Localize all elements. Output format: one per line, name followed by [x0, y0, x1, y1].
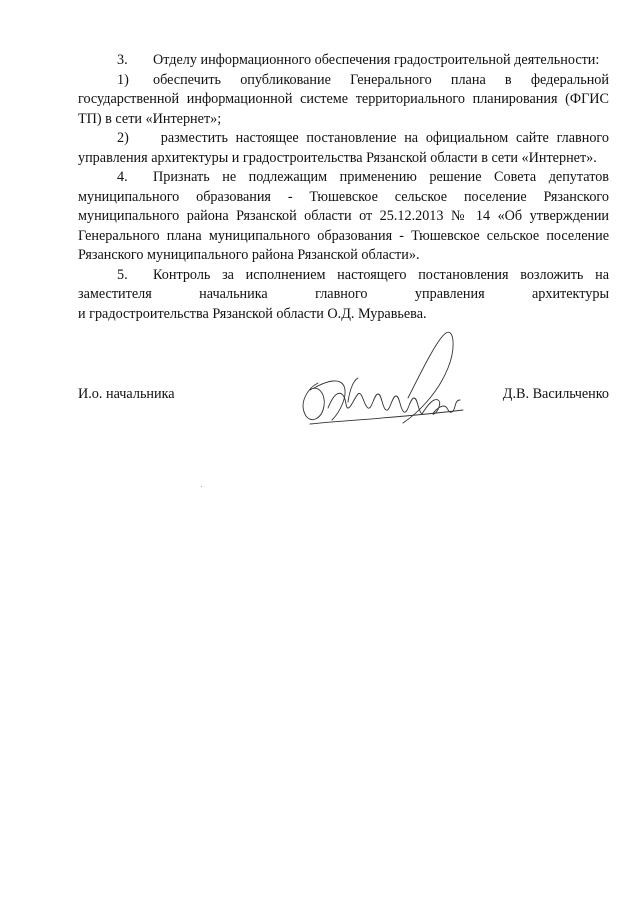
- signer-position: И.о. начальника: [78, 386, 175, 402]
- paragraph-number: 2): [117, 130, 129, 146]
- handwritten-signature: [288, 328, 473, 433]
- paragraph-3: [78, 51, 609, 71]
- paragraph-text: Признать не подлежащим применению решение Совета депутатов муниципального образования - Тюшевское сельское поселение Рязанского муниципального района Рязанской области от 25.12.2013 № 14 «Об утверждении Генерального плана муниципального образования - Тюшевское сельское поселение Рязанского муниципального района Рязанской области».: [78, 169, 609, 263]
- paragraph-text: Контроль за исполнением настоящего постановления возложить на заместителя начальника главного управления архитектуры: [78, 266, 609, 302]
- document-body: [78, 51, 609, 324]
- scan-speck: [201, 486, 202, 487]
- paragraph-3-2: [78, 129, 609, 168]
- paragraph-number: 5.: [117, 266, 128, 283]
- paragraph-text: и градостроительства Рязанской области О.Д. Муравьева.: [78, 305, 427, 322]
- paragraph-number: 3.: [117, 52, 128, 68]
- paragraph-3-1: [78, 71, 609, 130]
- paragraph-5-last-line: [78, 305, 609, 325]
- paragraph-number: 4.: [117, 169, 128, 185]
- paragraph-number: 1): [117, 71, 129, 88]
- paragraph-text: Отделу информационного обеспечения градостроительной деятельности:: [153, 52, 600, 68]
- paragraph-5: [78, 266, 609, 305]
- signer-name: Д.В. Васильченко: [502, 386, 609, 402]
- paragraph-text: разместить настоящее постановление на официальном сайте главного управления архитектуры и градостроительства Рязанской области в сети «Интернет».: [78, 130, 609, 166]
- paragraph-4: [78, 168, 609, 266]
- paragraph-text: обеспечить опубликование Генерального плана в федеральной государственной информационной системе территориального планирования (ФГИС ТП) в сети «Интернет»;: [78, 71, 609, 127]
